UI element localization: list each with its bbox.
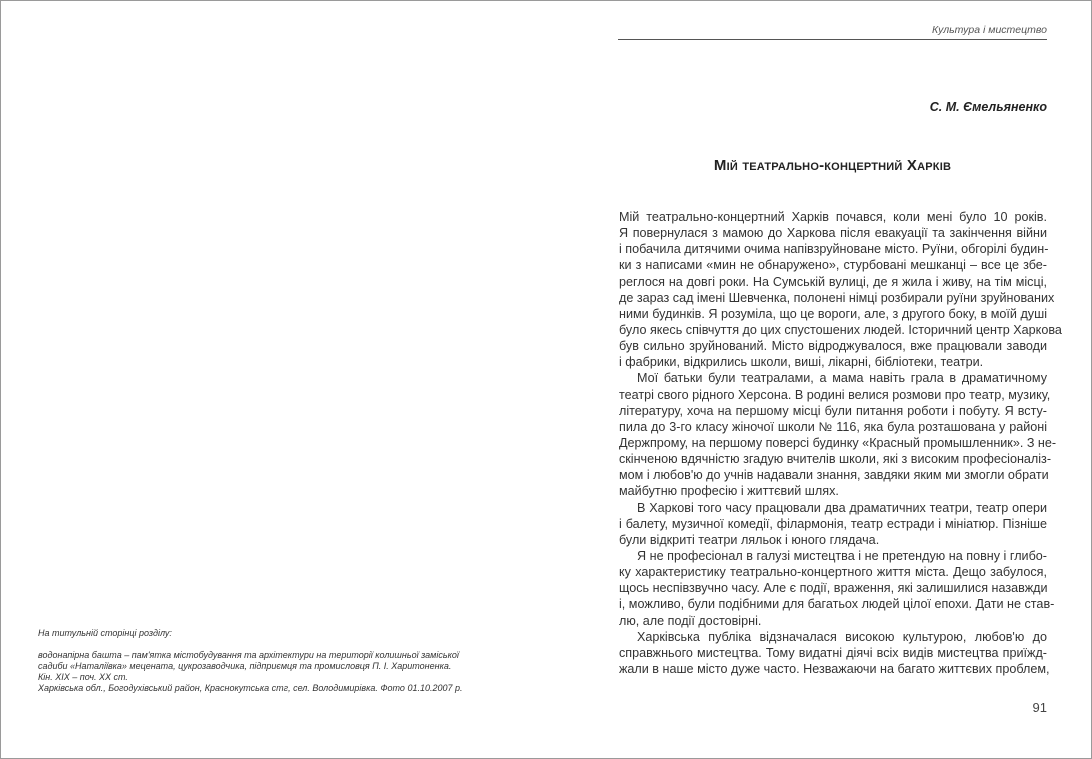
paragraph-line: майбутню професію і життєвий шлях.: [619, 484, 839, 499]
paragraph-line: ки з написами «мин не обнаружено», стурбовані мешканці – все це збе-: [619, 258, 1047, 273]
article-title: Мій театрально-концертний Харків: [713, 157, 952, 174]
paragraph-line: реглося на довгі роки. На Сумській вулиці, де я жила і живу, на тім місці,: [619, 274, 1047, 289]
paragraph-line: справжнього мистецтва. Тому видатні діячі всіх видів мистецтва приїжд-: [619, 645, 1047, 660]
page-number: 91: [1032, 700, 1047, 715]
paragraph-line: були відкриті театри ляльок і юного глядача.: [619, 532, 880, 547]
paragraph-line: пила до 3-го класу жіночої школи № 116, яка була розташована у районі: [619, 419, 1047, 434]
caption-line: водонапірна башта – пам'ятка містобудування та архітектури на території колишньої заміської: [38, 650, 459, 660]
paragraph-line: щось неспівзвучно часу. Але є події, враження, які залишилися назавжди: [619, 581, 1048, 596]
paragraph-line: і балету, музичної комедії, філармонія, театр естради і мініатюр. Пізніше: [619, 516, 1047, 531]
paragraph-line: і побачила дитячими очима напівзруйноване місто. Руїни, обгорілі будин-: [619, 242, 1049, 257]
paragraph-line: лю, але події достовірні.: [619, 613, 762, 628]
paragraph-line: літературу, хоча на першому місці були питання роботи і побуту. Я всту-: [619, 403, 1047, 418]
caption-heading: На титульній сторінці розділу:: [38, 628, 172, 638]
paragraph-line: і фабрики, відкрились школи, виші, лікарні, бібліотеки, театри.: [619, 355, 984, 370]
paragraph-line: Я повернулася з мамою до Харкова після евакуації та закінчення війни: [619, 226, 1047, 241]
paragraph-line: було якесь співчуття до цих спустошених людей. Історичний центр Харкова: [619, 322, 1062, 337]
paragraph-line: В Харкові того часу працювали два драматичних театри, театр опери: [637, 500, 1047, 515]
paragraph-line: жали в наше місто дуже часто. Незважаючи на багато життєвих проблем,: [619, 661, 1050, 676]
paragraph-line: де зараз сад імені Шевченка, полонені німці розбирали руїни зруйнованих: [619, 290, 1055, 305]
caption-line: Харківська обл., Богодухівський район, Краснокутська стг, сел. Володимирівка. Фото 01.10.2007 р.: [38, 683, 463, 693]
header-rule: [618, 39, 1047, 40]
paragraph-line: Мої батьки були театралами, а мама навіть грала в драматичному: [637, 371, 1047, 386]
paragraph-line: театрі свого рідного Херсона. В родині велися розмови про театр, музику,: [619, 387, 1051, 402]
author: С. М. Ємельяненко: [929, 100, 1047, 114]
paragraph-line: Держпрому, на першому поверсі будинку «Красный промышленник». З не-: [619, 435, 1057, 450]
caption-line: садиби «Наталіївка» мецената, цукрозаводчика, підприємця та промисловця П. І. Харитоненка.: [38, 661, 452, 671]
paragraph-line: і, можливо, були подібними для багатьох людей цілої епохи. Дати не став-: [619, 597, 1055, 612]
paragraph-line: Я не професіонал в галузі мистецтва і не претендую на повну і глибо-: [637, 548, 1047, 563]
paragraph-line: мом і любов'ю до учнів надавали знання, завдяки яким ми змогли обрати: [619, 468, 1049, 483]
paragraph-line: був сильно зруйнований. Місто відроджувалося, вже працювали заводи: [619, 339, 1047, 354]
paragraph-line: ними будинків. Я розуміла, що це вороги, але, з другого боку, в моїй душі: [619, 306, 1047, 321]
running-head: Культура і мистецтво: [932, 24, 1047, 36]
paragraph-line: Мій театрально-концертний Харків почався, коли мені було 10 років.: [619, 210, 1047, 224]
paragraph-line: ку характеристику театрально-концертного життя міста. Дещо забулося,: [619, 565, 1047, 580]
article-body: [619, 209, 1062, 677]
caption-line: Кін. XIX – поч. XX ст.: [38, 672, 128, 682]
paragraph-line: Харківська публіка відзначалася високою культурою, любов'ю до: [637, 629, 1047, 644]
photo-caption: [38, 628, 463, 694]
paragraph-line: скінченою вдячністю згадую вчителів школи, які з високим професіоналіз-: [619, 452, 1052, 467]
